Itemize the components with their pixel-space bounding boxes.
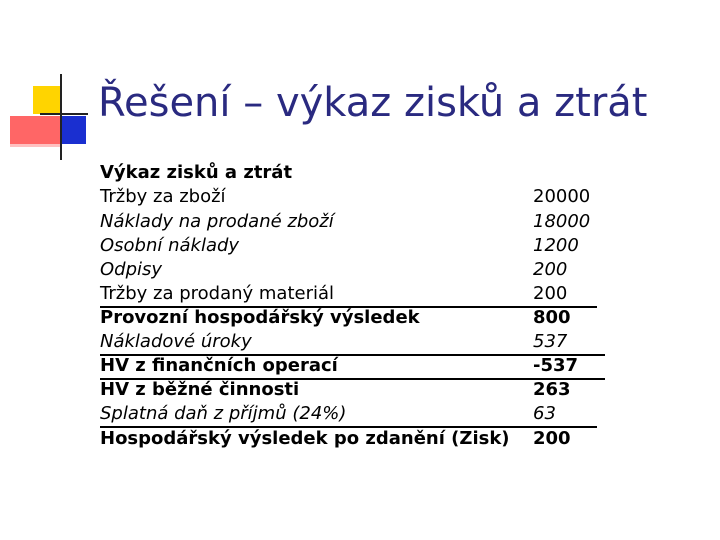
row-value: 63 — [533, 403, 556, 424]
row-trzby-za-prodany-material — [100, 283, 620, 307]
row-label: Splatná daň z příjmů (24%) — [100, 403, 347, 424]
row-label: Hospodářský výsledek po zdanění (Zisk) — [100, 428, 510, 449]
row-osobni-naklady — [100, 235, 620, 259]
row-value: 200 — [533, 259, 568, 280]
logo-vertical-line — [60, 74, 62, 160]
row-nakladove-uroky — [100, 331, 620, 355]
logo-red-square — [10, 116, 60, 147]
row-label: Odpisy — [100, 259, 163, 280]
row-value: 18000 — [533, 211, 591, 232]
row-value: 200 — [533, 428, 571, 449]
row-label: Tržby za prodaný materiál — [100, 283, 335, 304]
slide-title: Řešení – výkaz zisků a ztrát — [98, 80, 648, 126]
row-value: 20000 — [533, 186, 591, 207]
row-value: 263 — [533, 379, 571, 400]
row-value: 537 — [533, 331, 568, 352]
row-naklady-na-prodane-zbozi — [100, 211, 620, 235]
logo-yellow-square — [33, 86, 61, 114]
row-label: Tržby za zboží — [100, 186, 226, 207]
row-label: Nákladové úroky — [100, 331, 252, 352]
row-hv-po-zdaneni — [100, 428, 620, 452]
row-odpisy — [100, 259, 620, 283]
logo-blue-square — [62, 116, 86, 144]
row-value: 200 — [533, 283, 568, 304]
row-value: -537 — [533, 355, 579, 376]
row-label: Osobní náklady — [100, 235, 240, 256]
row-value: 1200 — [533, 235, 579, 256]
row-provozni-hv — [100, 307, 620, 331]
row-label: Náklady na prodané zboží — [100, 211, 334, 232]
row-trzby-za-zbozi — [100, 186, 620, 210]
row-hv-z-financnich-operaci — [100, 355, 620, 379]
row-label: HV z běžné činnosti — [100, 379, 300, 400]
row-label: HV z finančních operací — [100, 355, 338, 376]
row-label: Provozní hospodářský výsledek — [100, 307, 420, 328]
row-value: 800 — [533, 307, 571, 328]
row-splatna-dan — [100, 403, 620, 427]
row-hv-z-bezne-cinnosti — [100, 379, 620, 403]
statement-heading: Výkaz zisků a ztrát — [100, 162, 293, 183]
slide-logo-decoration — [0, 0, 100, 170]
logo-horizontal-line — [40, 113, 88, 115]
